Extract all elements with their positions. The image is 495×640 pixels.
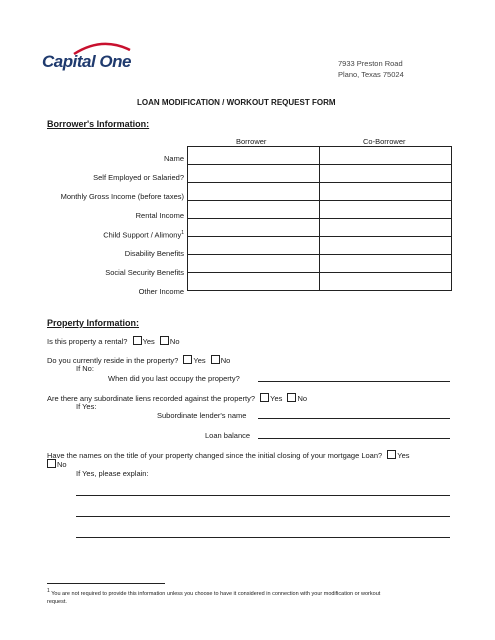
title-change-no-option	[44, 459, 67, 469]
rental-no-checkbox[interactable]	[160, 336, 169, 345]
coborrower-child-support-field[interactable]	[320, 219, 452, 237]
column-header-borrower: Borrower	[236, 137, 267, 146]
rental-yes-label: Yes	[142, 337, 155, 346]
row-label-name: Name	[163, 154, 184, 163]
question-title-change-text: Have the names on the title of your property changed since the initial closing of your mortgage Loan?	[47, 451, 383, 460]
table-row-employment	[188, 165, 452, 183]
if-yes-label: If Yes:	[76, 402, 97, 411]
property-section-heading: Property Information:	[47, 318, 140, 328]
row-label-rental-income: Rental Income	[135, 211, 184, 220]
coborrower-disability-field[interactable]	[320, 237, 452, 255]
liens-no-label: No	[297, 394, 308, 403]
loan-balance-label: Loan balance	[205, 431, 251, 440]
footnote	[47, 587, 380, 606]
table-row-gross-income	[188, 183, 452, 201]
explain-input-line-3[interactable]	[76, 537, 450, 538]
liens-yes-label: Yes	[270, 394, 283, 403]
row-label-employment: Self Employed or Salaried?	[93, 173, 184, 182]
row-label-social-security: Social Security Benefits	[105, 268, 184, 277]
coborrower-name-field[interactable]	[320, 147, 452, 165]
borrower-rental-income-field[interactable]	[188, 201, 320, 219]
borrower-section-heading: Borrower's Information:	[47, 119, 150, 129]
liens-yes-checkbox[interactable]	[260, 393, 269, 402]
footnote-line1	[47, 587, 380, 598]
table-row-other-income	[188, 273, 452, 291]
address-line2: Plano, Texas 75024	[338, 70, 404, 79]
table-row-rental-income	[188, 201, 452, 219]
footnote-mark: 1	[181, 230, 184, 236]
form-title: LOAN MODIFICATION / WORKOUT REQUEST FORM	[137, 98, 336, 107]
question-reside-text: Do you currently reside in the property?	[47, 356, 179, 365]
question-last-occupy: When did you last occupy the property?	[108, 374, 240, 383]
coborrower-rental-income-field[interactable]	[320, 201, 452, 219]
rental-yes-checkbox[interactable]	[133, 336, 142, 345]
question-title-change	[47, 450, 410, 460]
table-row-social-security	[188, 255, 452, 273]
child-support-text: Child Support / Alimony	[103, 230, 182, 240]
question-rental-text: Is this property a rental?	[47, 337, 128, 346]
borrower-social-security-field[interactable]	[188, 255, 320, 273]
row-label-child-support	[103, 230, 184, 240]
borrower-info-table	[187, 146, 452, 291]
question-rental	[47, 336, 180, 346]
table-row-name	[188, 147, 452, 165]
last-occupy-input-line[interactable]	[258, 381, 450, 382]
footnote-text-line1: You are not required to provide this information unless you choose to have it considered in connection with your modification or workout	[51, 590, 381, 597]
borrower-name-field[interactable]	[188, 147, 320, 165]
row-label-gross-income: Monthly Gross Income (before taxes)	[60, 192, 184, 201]
borrower-employment-field[interactable]	[188, 165, 320, 183]
footnote-line2: request.	[47, 598, 67, 605]
logo-text: Capital One	[42, 52, 131, 71]
row-label-disability: Disability Benefits	[124, 249, 184, 258]
if-yes-explain-label: If Yes, please explain:	[76, 469, 149, 478]
question-liens-text: Are there any subordinate liens recorded against the property?	[47, 394, 256, 403]
address-block	[338, 58, 404, 80]
title-change-no-checkbox[interactable]	[47, 459, 56, 468]
column-header-coborrower: Co-Borrower	[363, 137, 406, 146]
title-change-yes-checkbox[interactable]	[387, 450, 396, 459]
row-label-other-income: Other Income	[138, 287, 184, 296]
reside-yes-checkbox[interactable]	[183, 355, 192, 364]
table-row-child-support	[188, 219, 452, 237]
liens-no-checkbox[interactable]	[287, 393, 296, 402]
subordinate-lender-label: Subordinate lender's name	[157, 411, 247, 420]
table-row-disability	[188, 237, 452, 255]
capital-one-logo	[42, 48, 137, 78]
coborrower-other-income-field[interactable]	[320, 273, 452, 291]
if-no-label: If No:	[76, 364, 94, 373]
borrower-gross-income-field[interactable]	[188, 183, 320, 201]
title-change-no-label: No	[57, 460, 67, 469]
question-reside	[47, 355, 230, 365]
explain-input-line-1[interactable]	[76, 495, 450, 496]
address-line1: 7933 Preston Road	[338, 59, 403, 68]
borrower-child-support-field[interactable]	[188, 219, 320, 237]
coborrower-social-security-field[interactable]	[320, 255, 452, 273]
coborrower-gross-income-field[interactable]	[320, 183, 452, 201]
title-change-yes-label: Yes	[397, 451, 410, 460]
coborrower-employment-field[interactable]	[320, 165, 452, 183]
footnote-separator	[47, 583, 165, 584]
loan-balance-input-line[interactable]	[258, 438, 450, 439]
explain-input-line-2[interactable]	[76, 516, 450, 517]
reside-yes-label: Yes	[193, 356, 206, 365]
reside-no-checkbox[interactable]	[211, 355, 220, 364]
borrower-disability-field[interactable]	[188, 237, 320, 255]
rental-no-label: No	[169, 337, 180, 346]
footnote-number: 1	[47, 588, 50, 594]
reside-no-label: No	[220, 356, 231, 365]
borrower-other-income-field[interactable]	[188, 273, 320, 291]
subordinate-lender-input-line[interactable]	[258, 418, 450, 419]
